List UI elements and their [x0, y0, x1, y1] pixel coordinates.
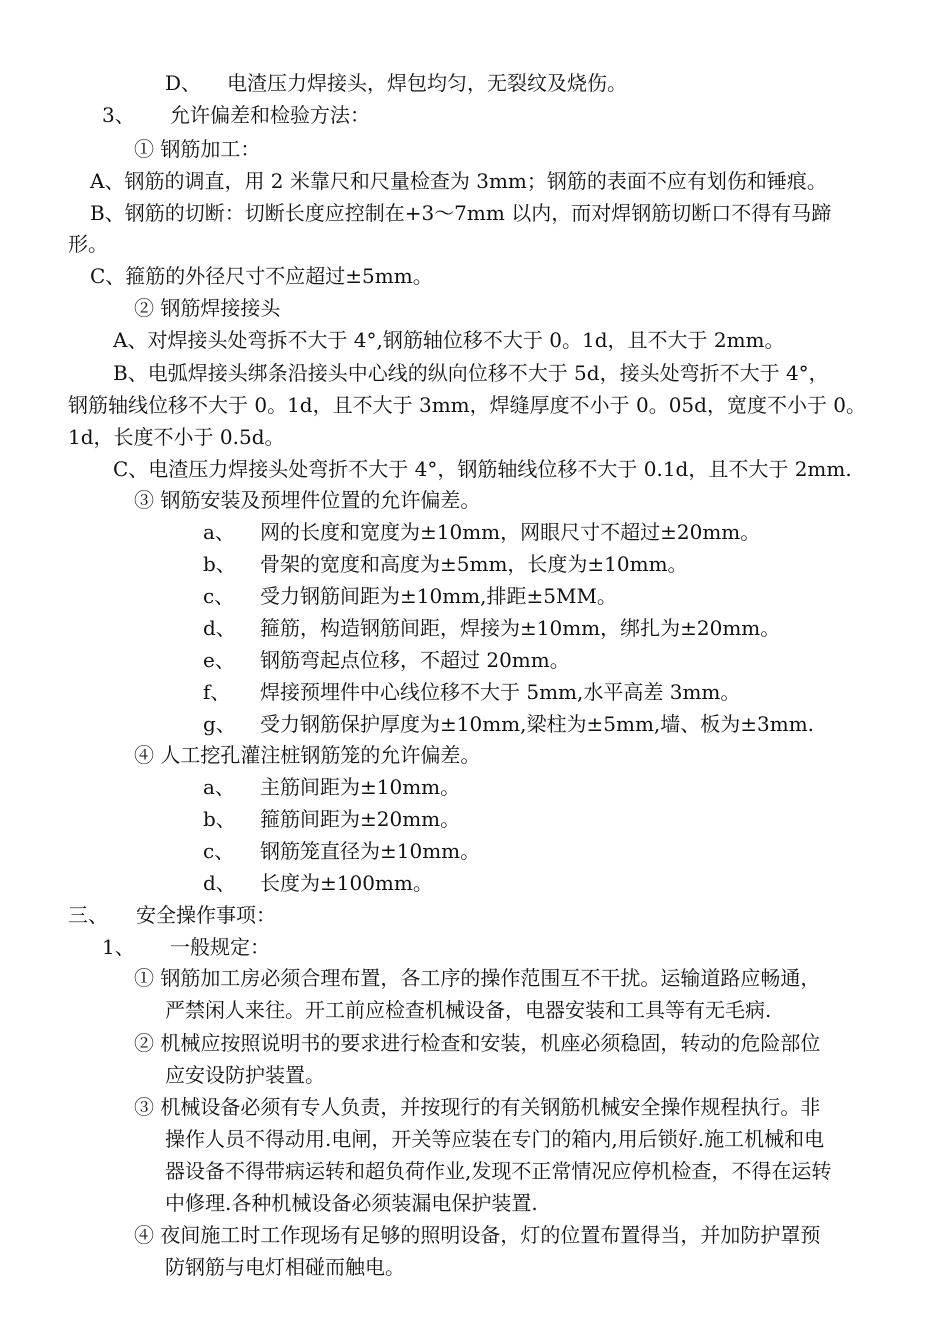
list-item [203, 644, 570, 676]
item-marker: D、 [165, 71, 202, 95]
section-heading [68, 899, 276, 931]
list-item [203, 771, 460, 803]
subsection-heading: ② 钢筋焊接接头 [134, 296, 281, 320]
item-text: 受力钢筋保护厚度为±10mm,梁柱为±5mm,墙、板为±3mm. [260, 712, 815, 736]
list-item [203, 708, 814, 740]
item-text: 箍筋，构造钢筋间距，焊接为±10mm，绑扎为±20mm。 [260, 616, 781, 640]
section-heading [102, 931, 270, 963]
text-line: 操作人员不得动用.电闸，开关等应装在专门的箱内,用后锁好.施工机械和电 [165, 1127, 825, 1151]
text-line: C、电渣压力焊接头处弯折不大于 4°，钢筋轴线位移不大于 0.1d，且不大于 2mm. [113, 457, 852, 481]
list-item [203, 516, 760, 548]
text-line: ④ 夜间施工时工作现场有足够的照明设备，灯的位置布置得当，并加防护罩预 [134, 1223, 821, 1247]
list-item [203, 676, 740, 708]
item-marker: e、 [203, 648, 235, 672]
subsection-heading: ④ 人工挖孔灌注桩钢筋笼的允许偏差。 [134, 743, 481, 767]
list-item [203, 803, 460, 835]
text-line: 钢筋轴线位移不大于 0。1d，且不大于 3mm，焊缝厚度不小于 0。05d，宽度不小于 0。 [68, 393, 867, 417]
item-text: 受力钢筋间距为±10mm,排距±5MM。 [260, 584, 617, 608]
item-text: 钢筋弯起点位移，不超过 20mm。 [260, 648, 570, 672]
section-heading [102, 99, 370, 131]
text-line: 1d，长度不小于 0.5d。 [68, 425, 285, 449]
list-item [203, 548, 688, 580]
item-marker: g、 [203, 712, 236, 736]
item-marker: d、 [203, 616, 236, 640]
section-title: 一般规定： [170, 935, 270, 959]
text-line: ③ 机械设备必须有专人负责，并按现行的有关钢筋机械安全操作规程执行。非 [134, 1095, 821, 1119]
list-item [203, 835, 480, 867]
text-line: A、对焊接头处弯拆不大于 4°,钢筋轴位移不大于 0。1d，且不大于 2mm。 [113, 328, 785, 352]
item-marker: b、 [203, 552, 236, 576]
subsection-heading: ③ 钢筋安装及预埋件位置的允许偏差。 [134, 488, 481, 512]
item-marker: f、 [203, 680, 231, 704]
item-marker: b、 [203, 807, 236, 831]
text-line: B、电弧焊接头绑条沿接头中心线的纵向位移不大于 5d，接头处弯折不大于 4°， [113, 361, 829, 385]
item-marker: c、 [203, 839, 235, 863]
item-text: 网的长度和宽度为±10mm，网眼尺寸不超过±20mm。 [260, 520, 761, 544]
item-marker: c、 [203, 584, 235, 608]
section-title: 允许偏差和检验方法： [170, 103, 370, 127]
item-marker: d、 [203, 871, 236, 895]
item-text: 钢筋笼直径为±10mm。 [260, 839, 481, 863]
section-number: 三、 [68, 903, 108, 927]
list-item [203, 580, 617, 612]
item-text: 电渣压力焊接头，焊包均匀，无裂纹及烧伤。 [227, 71, 627, 95]
text-line: 防钢筋与电灯相碰而触电。 [165, 1255, 405, 1279]
text-line: 应安设防护装置。 [165, 1063, 325, 1087]
text-line: 严禁闲人来往。开工前应检查机械设备，电器安装和工具等有无毛病. [165, 998, 772, 1022]
item-text: 骨架的宽度和高度为±5mm，长度为±10mm。 [260, 552, 688, 576]
text-line: 器设备不得带病运转和超负荷作业,发现不正常情况应停机检查，不得在运转 [165, 1159, 832, 1183]
section-number: 1、 [102, 935, 135, 959]
list-item [203, 612, 780, 644]
text-line: A、钢筋的调直，用 2 米靠尺和尺量检查为 3mm；钢筋的表面不应有划伤和锤痕。 [90, 169, 827, 193]
subsection-heading: ① 钢筋加工： [134, 137, 261, 161]
text-line: 形。 [68, 232, 108, 256]
item-text: 焊接预埋件中心线位移不大于 5mm,水平高差 3mm。 [260, 680, 741, 704]
text-line: ② 机械应按照说明书的要求进行检查和安装，机座必须稳固，转动的危险部位 [134, 1031, 821, 1055]
item-text: 长度为±100mm。 [260, 871, 433, 895]
item-marker: a、 [203, 775, 235, 799]
text-line: ① 钢筋加工房必须合理布置，各工序的操作范围互不干扰。运输道路应畅通， [134, 966, 821, 990]
section-title: 安全操作事项： [136, 903, 276, 927]
item-text: 主筋间距为±10mm。 [260, 775, 461, 799]
text-line: C、箍筋的外径尺寸不应超过±5mm。 [90, 264, 433, 288]
section-number: 3、 [102, 103, 135, 127]
item-marker: a、 [203, 520, 235, 544]
item-text: 箍筋间距为±20mm。 [260, 807, 461, 831]
text-line: 中修理.各种机械设备必须装漏电保护装置. [165, 1191, 538, 1215]
text-line: B、钢筋的切断：切断长度应控制在+3～7mm 以内，而对焊钢筋切断口不得有马蹄 [90, 201, 832, 225]
list-item [203, 867, 433, 899]
text-line [165, 67, 627, 99]
